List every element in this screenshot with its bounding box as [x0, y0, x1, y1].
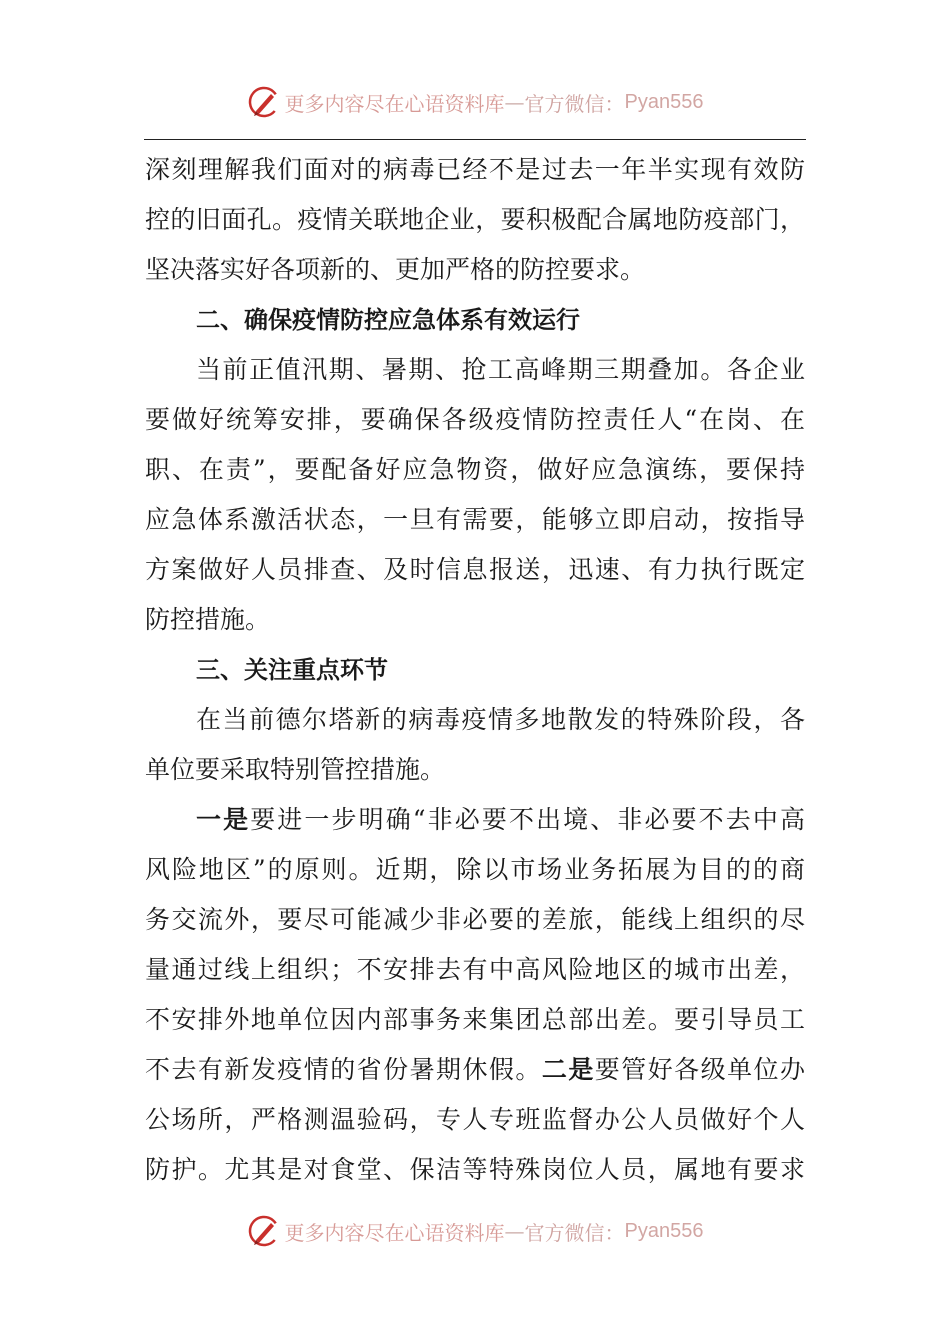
body-line — [145, 795, 805, 845]
pen-logo-icon — [247, 85, 281, 119]
body-line: 不安排外地单位因内部事务来集团总部出差。要引导员工 — [145, 1005, 805, 1034]
body-line: 深刻理解我们面对的病毒已经不是过去一年半实现有效防 — [145, 155, 805, 184]
body-line: 务交流外，要尽可能减少非必要的差旅，能线上组织的尽 — [145, 905, 805, 934]
body-line: 控的旧面孔。疫情关联地企业，要积极配合属地防疫部门， — [145, 205, 805, 234]
body-line: 风险地区”的原则。近期，除以市场业务拓展为目的的商 — [145, 855, 805, 884]
body-line: 要做好统筹安排，要确保各级疫情防控责任人“在岗、在 — [145, 405, 805, 434]
header-banner — [0, 80, 950, 124]
banner-separator: — — [504, 1219, 525, 1243]
body-line: 坚决落实好各项新的、更加严格的防控要求。 — [145, 255, 646, 284]
body-line — [145, 1045, 805, 1095]
document-body — [145, 145, 805, 1195]
body-line: 防控措施。 — [145, 605, 271, 634]
lead-term-first: 一是 — [196, 805, 251, 834]
line-text: 要管好各级单位办 — [594, 1055, 805, 1084]
body-line: 在当前德尔塔新的病毒疫情多地散发的特殊阶段，各 — [196, 705, 805, 734]
body-line: 职、在责”，要配备好应急物资，做好应急演练，要保持 — [145, 455, 805, 484]
banner-separator: — — [504, 90, 525, 114]
body-line: 当前正值汛期、暑期、抢工高峰期三期叠加。各企业 — [196, 355, 805, 384]
section-heading-3: 三、关注重点环节 — [196, 656, 388, 684]
banner-text: 更多内容尽在心语资料库 — [284, 1220, 505, 1245]
header-divider — [144, 139, 806, 140]
line-text: 不去有新发疫情的省份暑期休假。 — [145, 1055, 542, 1084]
body-line: 公场所，严格测温验码，专人专班监督办公人员做好个人 — [145, 1105, 805, 1134]
banner-text: 更多内容尽在心语资料库 — [284, 91, 505, 116]
pen-logo-icon — [247, 1214, 281, 1248]
banner-wechat-id: Pyan556 — [624, 1219, 704, 1242]
body-line: 单位要采取特别管控措施。 — [145, 755, 446, 784]
body-line: 量通过线上组织；不安排去有中高风险地区的城市出差， — [145, 955, 805, 984]
body-line: 方案做好人员排查、及时信息报送，迅速、有力执行既定 — [145, 555, 805, 584]
banner-wechat-label: 官方微信： — [524, 1220, 625, 1245]
body-line: 防护。尤其是对食堂、保洁等特殊岗位人员，属地有要求 — [145, 1155, 805, 1184]
banner-wechat-id: Pyan556 — [624, 90, 704, 113]
banner-wechat-label: 官方微信： — [524, 91, 625, 116]
line-text: 要进一步明确“非必要不出境、非必要不去中高 — [250, 805, 805, 834]
body-line: 应急体系激活状态，一旦有需要，能够立即启动，按指导 — [145, 505, 805, 534]
footer-banner — [0, 1209, 950, 1253]
section-heading-2: 二、确保疫情防控应急体系有效运行 — [196, 306, 580, 334]
lead-term-second: 二是 — [541, 1055, 595, 1084]
